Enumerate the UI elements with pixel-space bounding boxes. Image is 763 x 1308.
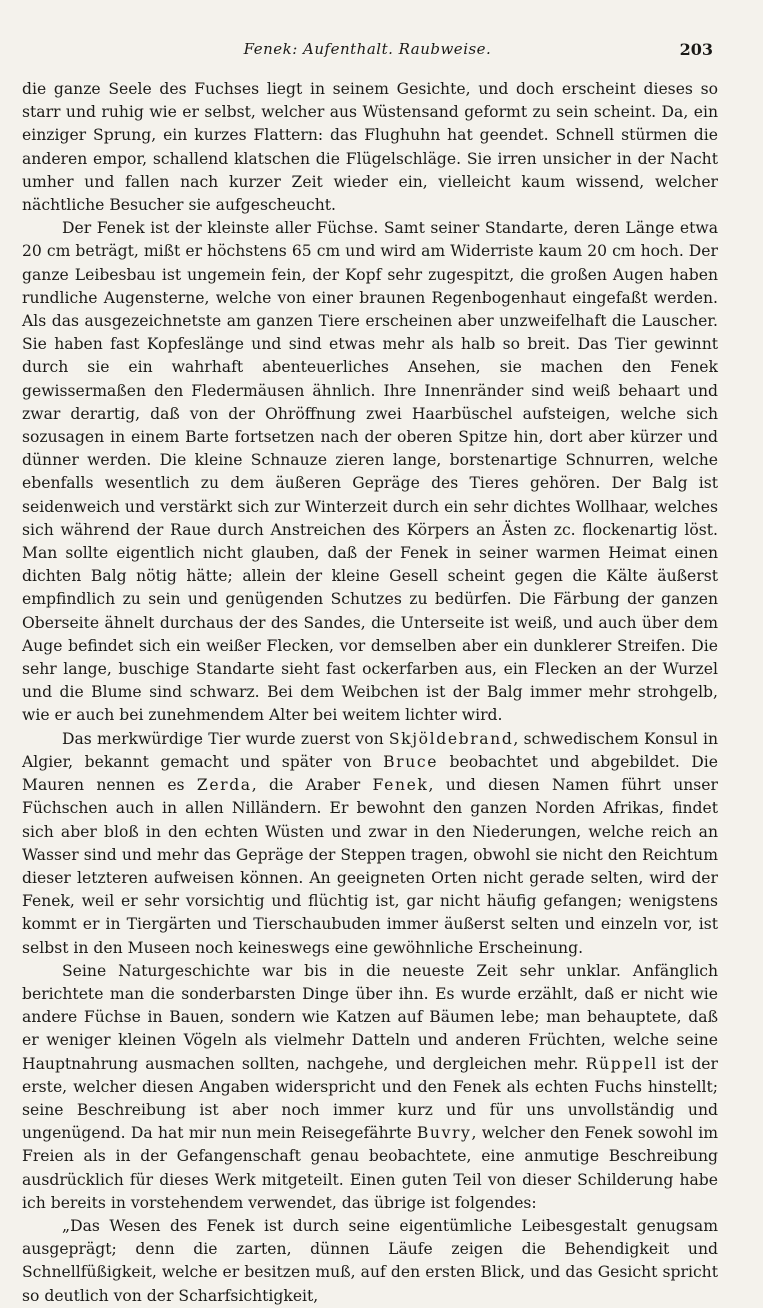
text-run: , die Araber [251,776,373,795]
paragraph [22,78,718,217]
term-name: Zerda [196,776,252,795]
text-run: ist der erste, welcher diesen Angaben widerspricht und den Fenek als echten Fuchs hinstellt; seine Beschreibung ist aber noch immer kurz und für uns unvollständig und ungenügend. Da hat mir nun mein Reisegefährte [22,1054,718,1143]
running-head: Fenek: Aufenthalt. Raubweise. [243,40,492,58]
page-header [22,40,713,68]
paragraph [22,960,718,1215]
text-run: beobachtet und abgebildet. Die Mauren nennen es [22,752,718,795]
text-run: „Das Wesen des Fenek ist durch seine eigentümliche Leibesgestalt genugsam ausgeprägt; denn die zarten, dünnen Läufe zeigen die Behendigkeit und Schnellfüßigkeit, welche er besitzen muß, auf den ersten Blick, und das Gesicht spricht so deutlich von der Scharfsichtigkeit, [22,1216,718,1305]
body-text [22,78,718,1308]
person-name: Skjöldebrand [388,729,514,748]
person-name: Rüppell [585,1054,658,1073]
person-name: Buvry [416,1124,472,1143]
person-name: Bruce [383,752,439,771]
text-run: Seine Naturgeschichte war bis in die neueste Zeit sehr unklar. Anfänglich berichtete man die sonderbarsten Dinge über ihn. Es wurde erzählt, daß er nicht wie andere Füchse in Bauen, sondern wie Katzen auf Bäumen lebe; man behauptete, daß er weniger kleinen Vögeln als vielmehr Datteln und anderen Früchten, welche seine Hauptnahrung ausmachen sollten, nachgehe, und dergleichen mehr. [22,961,718,1073]
paragraph [22,728,718,960]
text-run: die ganze Seele des Fuchses liegt in seinem Gesichte, und doch erscheint dieses so starr und ruhig wie er selbst, welcher aus Wüstensand geformt zu sein scheint. Da, ein einziger Sprung, ein kurzes Flattern: das Flughuhn hat geendet. Schnell stürmen die anderen empor, schallend klatschen die Flügelschläge. Sie irren unsicher in der Nacht umher und fallen nach kurzer Zeit wieder ein, vielleicht kaum wissend, welcher nächtliche Besucher sie aufgescheucht. [22,80,718,215]
paragraph [22,217,718,727]
term-name: Fenek [372,776,429,795]
page-number: 203 [679,40,713,59]
text-run: , und diesen Namen führt unser Füchschen auch in allen Nilländern. Er bewohnt den ganzen Norden Afrikas, findet sich aber bloß in den echten Wüsten und zwar in den Niederungen, welche reich an Wasser sind und mehr das Gepräge der Steppen tragen, obwohl sie nicht den Reichtum dieser letzteren aufweisen können. An geeigneten Orten nicht gerade selten, wird der Fenek, weil er sehr vorsichtig und flüchtig ist, gar nicht häufig gefangen; wenigstens kommt er in Tiergärten und Tierschaubuden immer äußerst selten und einzeln vor, ist selbst in den Museen noch keineswegs eine gewöhnliche Erscheinung. [22,776,718,957]
text-run: Das merkwürdige Tier wurde zuerst von [62,729,389,748]
text-run: Der Fenek ist der kleinste aller Füchse. Samt seiner Standarte, deren Länge etwa 20 cm beträgt, mißt er höchstens 65 cm und wird am Widerriste kaum 20 cm hoch. Der ganze Leibesbau ist ungemein fein, der Kopf sehr zugespitzt, die großen Augen haben rundliche Augensterne, welche von einer braunen Regenbogenhaut eingefaßt werden. Als das ausgezeichnetste am ganzen Tiere erscheinen aber unzweifelhaft die Lauscher. Sie haben fast Kopfeslänge und sind etwas mehr als halb so breit. Das Tier gewinnt durch sie ein wahrhaft abenteuerliches Ansehen, sie machen den Fenek gewissermaßen den Fledermäusen ähnlich. Ihre Innenränder sind weiß behaart und zwar derartig, daß von der Ohröffnung zwei Haarbüschel aufsteigen, welche sich sozusagen in einem Barte fortsetzen nach der oberen Spitze hin, dort aber kürzer und dünner werden. Die kleine Schnauze zieren lange, borstenartige Schnurren, welche ebenfalls wesentlich zu dem äußeren Gepräge des Tieres gehören. Der Balg ist seidenweich und verstärkt sich zur Winterzeit durch ein sehr dichtes Wollhaar, welches sich während der Raue durch Anstreichen des Körpers an Ästen zc. flockenartig löst. Man sollte eigentlich nicht glauben, daß der Fenek in seiner warmen Heimat einen dichten Balg nötig hätte; allein der kleine Gesell scheint gegen die Kälte äußerst empfindlich zu sein und genügenden Schutzes zu bedürfen. Die Färbung der ganzen Oberseite ähnelt durchaus der des Sandes, die Unterseite ist weiß, und auch über dem Auge befindet sich ein weißer Flecken, vor demselben aber ein dunklerer Streifen. Die sehr lange, buschige Standarte sieht fast ockerfarben aus, ein Flecken an der Wurzel und die Blume sind schwarz. Bei dem Weibchen ist der Balg immer mehr strohgelb, wie er auch bei zunehmendem Alter bei weitem lichter wird. [22,219,718,725]
text-run: , schwedischem Konsul in Algier, bekannt gemacht und später von [22,729,718,771]
paragraph [22,1215,718,1308]
text-run: , welcher den Fenek sowohl im Freien als in der Gefangenschaft genau beobachtete, eine anmutige Beschreibung ausdrücklich für dieses Werk mitgeteilt. Einen guten Teil von dieser Schilderung habe ich bereits in vorstehendem verwendet, das übrige ist folgendes: [22,1124,718,1212]
